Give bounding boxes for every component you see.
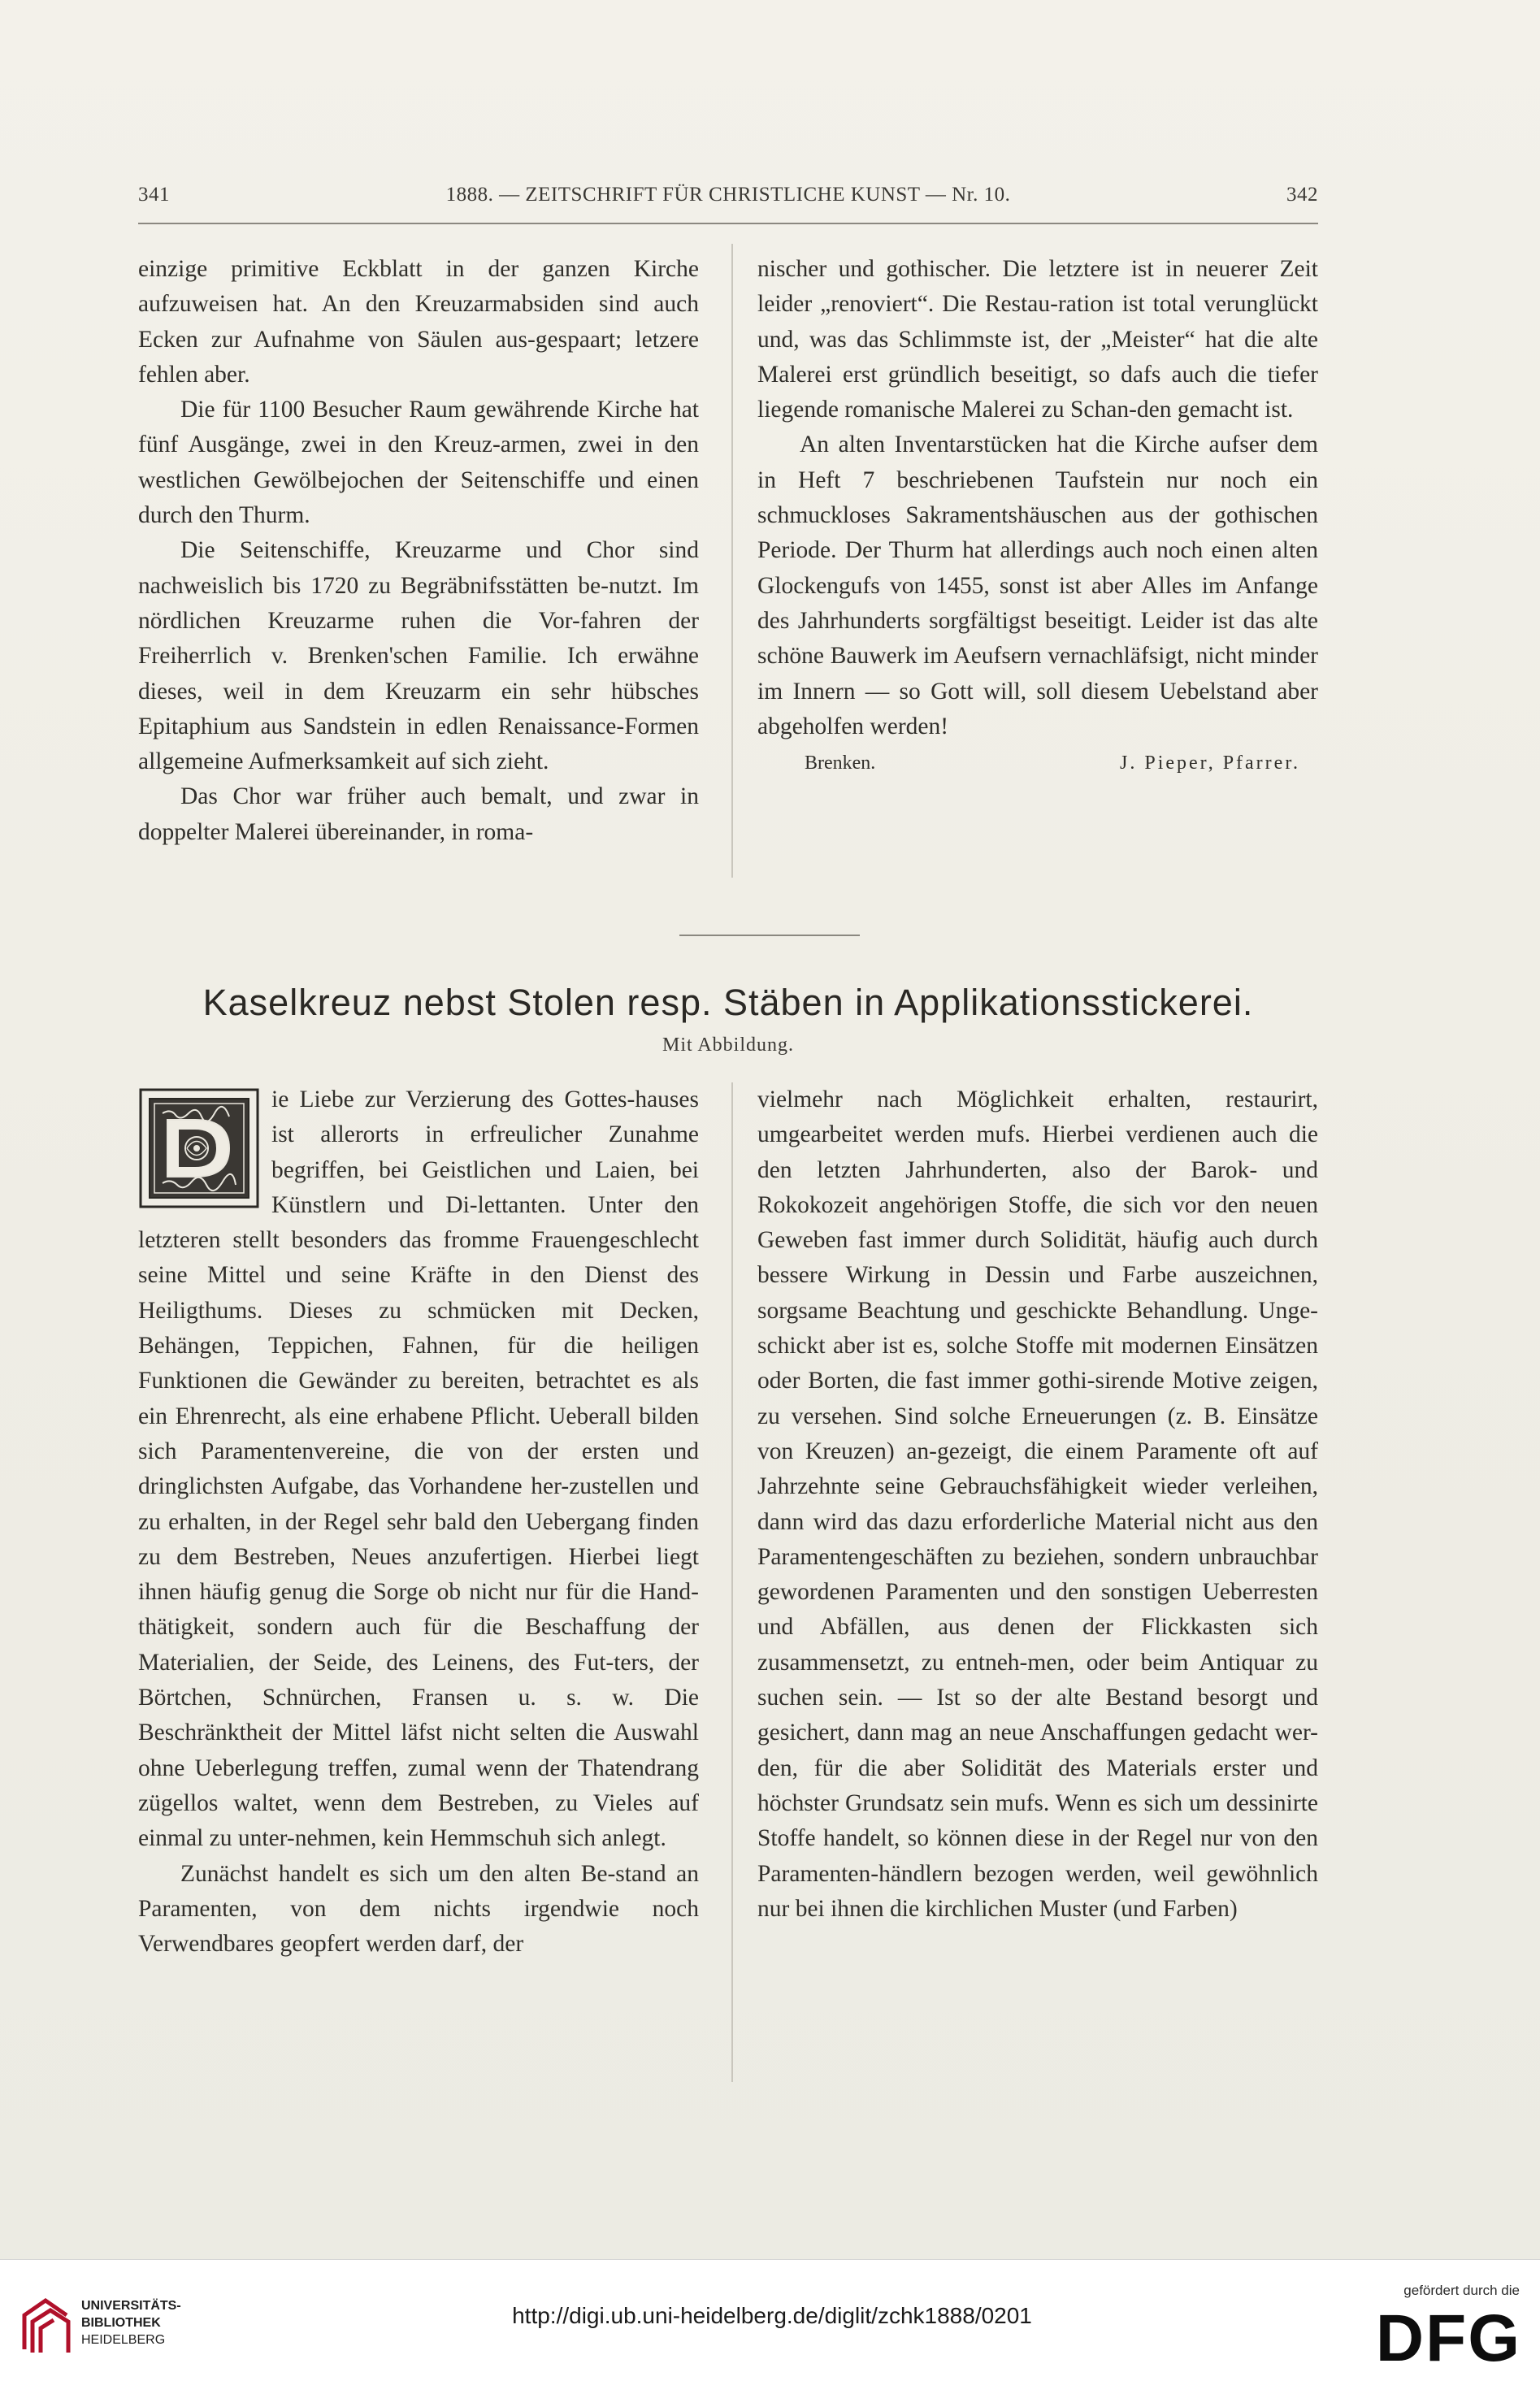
university-library-logo-icon	[18, 2292, 75, 2357]
dfg-logo: DFG	[1375, 2301, 1521, 2375]
library-line: UNIVERSITÄTS-	[81, 2299, 181, 2313]
signature-author: J. Pieper, Pfarrer.	[1120, 752, 1300, 774]
article-left-column	[138, 1082, 699, 1962]
column-divider	[731, 1082, 733, 2082]
top-right-column	[757, 252, 1318, 781]
library-line: BIBLIOTHEK	[81, 2316, 161, 2330]
paragraph: Die für 1100 Besucher Raum gewährende Kirche hat fünf Ausgänge, zwei in den Kreuz-armen, zwei in den westlichen Gewölbejochen der Seitenschiffe und einen durch den Thurm.	[138, 397, 699, 529]
ornamental-initial	[138, 1087, 260, 1209]
paragraph: Das Chor war früher auch bemalt, und zwar in doppelter Malerei übereinander, in roma-	[138, 783, 699, 845]
dropcap-letter	[271, 1082, 272, 1083]
paragraph-text: ie Liebe zur Verzierung des Gottes-hauses ist allerorts in erfreulicher Zunahme begriffen, bei Geistlichen und Laien, bei Künstlern und Di-lettanten. Unter den letzteren stellt besonders das fromme Frauengeschlecht seine Mittel und seine Kräfte in den Dienst des Heiligthums. Dieses zu schmücken mit Decken, Behängen, Teppichen, Fahnen, für die heiligen Funktionen die Gewänder zu bereiten, betrachtet es als ein Ehrenrecht, als eine erhabene Pflicht. Ueberall bilden sich Paramentenvereine, die von der ersten und dringlichsten Aufgabe, das Vorhandene her-zustellen und zu erhalten, in der Regel sehr bald den Uebergang finden zu dem Bestreben, Neues anzufertigen. Hierbei liegt ihnen häufig genug die Sorge ob nicht nur für die Hand-thätigkeit, sondern auch für die Beschaffung der Materialien, der Seide, des Leinens, des Fut-ters, der Börtchen, Schnürchen, Fransen u. s. w. Die Beschränktheit der Mittel läfst nicht selten die Auswahl ohne Ueberlegung treffen, zumal wenn der Thatendrang zügellos waltet, wenn dem Bestreben, zu Vieles auf einmal zu unter-nehmen, kein Hemmschuh sich anlegt.	[138, 1086, 699, 1852]
page-number-left: 341	[138, 184, 170, 206]
header-rule	[138, 223, 1318, 224]
journal-title: 1888. — ZEITSCHRIFT FÜR CHRISTLICHE KUNST — Nr. 10.	[445, 184, 1011, 206]
section-rule	[679, 935, 860, 936]
article-subtitle: Mit Abbildung.	[662, 1034, 795, 1056]
paragraph: vielmehr nach Möglichkeit erhalten, restaurirt, umgearbeitet werden mufs. Hierbei verdienen auch die den letzten Jahrhunderten, also der Barok- und Rokokozeit angehörigen Stoffe, die sich vor den neuen Geweben fast immer durch Solidität, häufig auch durch bessere Wirkung in Dessin und Farbe auszeichnen, sorgsame Beachtung und geschickte Behandlung. Unge-schickt aber ist es, solche Stoffe mit modernen Einsätzen oder Borten, die fast immer gothi-sirende Motive zeigen, zu versehen. Sind solche Erneuerungen (z. B. Einsätze von Kreuzen) an-gezeigt, die einem Paramente oft auf Jahrzehnte seine Gebrauchsfähigkeit wieder verleihen, dann wird das dazu erforderliche Material nicht aus den Paramentengeschäften zu beziehen, sondern unbrauchbar gewordenen Paramenten und den sonstigen Ueberresten und Abfällen, aus denen der Flickkasten sich zusammensetzt, zu entneh-men, oder beim Antiquar zu suchen sein. — Ist so der alte Bestand besorgt und gesichert, dann mag an neue Anschaffungen gedacht wer-den, für die aber Solidität des Materials erster und höchster Grundsatz sein mufs. Wenn es sich um dessinirte Stoffe handelt, so können diese in der Regel nur von den Paramenten-händlern bezogen werden, weil gewöhnlich nur bei ihnen die kirchlichen Muster (und Farben)	[757, 1086, 1318, 1922]
article-right-column	[757, 1082, 1318, 1927]
digitization-footer	[0, 2259, 1540, 2381]
permalink-url[interactable]: http://digi.ub.uni-heidelberg.de/diglit/zchk1888/0201	[512, 2303, 1032, 2328]
article-title: Kaselkreuz nebst Stolen resp. Stäben in Applikationsstickerei.	[202, 982, 1254, 1023]
library-line: HEIDELBERG	[81, 2333, 166, 2347]
paragraph: Zunächst handelt es sich um den alten Be-stand an Paramenten, von dem nichts irgendwie noch Verwendbares geopfert werden darf, der	[138, 1860, 699, 1958]
paragraph: nischer und gothischer. Die letztere ist in neuerer Zeit leider „renoviert“. Die Restau-ration ist total verunglückt und, was das Schlimmste ist, der „Meister“ hat die alte Malerei erst gründlich beseitigt, so dafs auch die tiefer liegende romanische Malerei zu Schan-den gemacht ist.	[757, 256, 1318, 423]
library-name	[81, 2297, 236, 2348]
paragraph: einzige primitive Eckblatt in der ganzen Kirche aufzuweisen hat. An den Kreuzarmabsiden sind auch Ecken zur Aufnahme von Säulen aus-gespaart; letzere fehlen aber.	[138, 256, 699, 388]
funder-note: gefördert durch die	[1403, 2283, 1520, 2298]
page-number-right: 342	[1286, 184, 1318, 206]
signature-place: Brenken.	[805, 752, 876, 774]
signature-line	[757, 746, 1318, 781]
paragraph: Die Seitenschiffe, Kreuzarme und Chor sind nachweislich bis 1720 zu Begräbnifsstätten be-nutzt. Im nördlichen Kreuzarme ruhen die Vor-fahren der Freiherrlich v. Brenken'schen Familie. Ich erwähne dieses, weil in dem Kreuzarm ein sehr hübsches Epitaphium aus Sandstein in edlen Renaissance-Formen allgemeine Aufmerksamkeit auf sich zieht.	[138, 537, 699, 775]
top-left-column	[138, 252, 699, 850]
running-head	[138, 184, 1318, 216]
paragraph: An alten Inventarstücken hat die Kirche aufser dem in Heft 7 beschriebenen Taufstein nur noch ein schmuckloses Sakramentshäuschen aus der gothischen Periode. Der Thurm hat allerdings auch noch einen alten Glockengufs von 1455, sonst ist aber Alles im Anfange des Jahrhunderts sorgfältigst beseitigt. Leider ist das alte schöne Bauwerk im Aeufsern vernachläfsigt, nicht minder im Innern — so Gott will, soll diesem Uebelstand aber abgeholfen werden!	[757, 432, 1318, 739]
ornamental-initial-d-icon	[138, 1087, 260, 1209]
column-divider	[731, 244, 733, 878]
